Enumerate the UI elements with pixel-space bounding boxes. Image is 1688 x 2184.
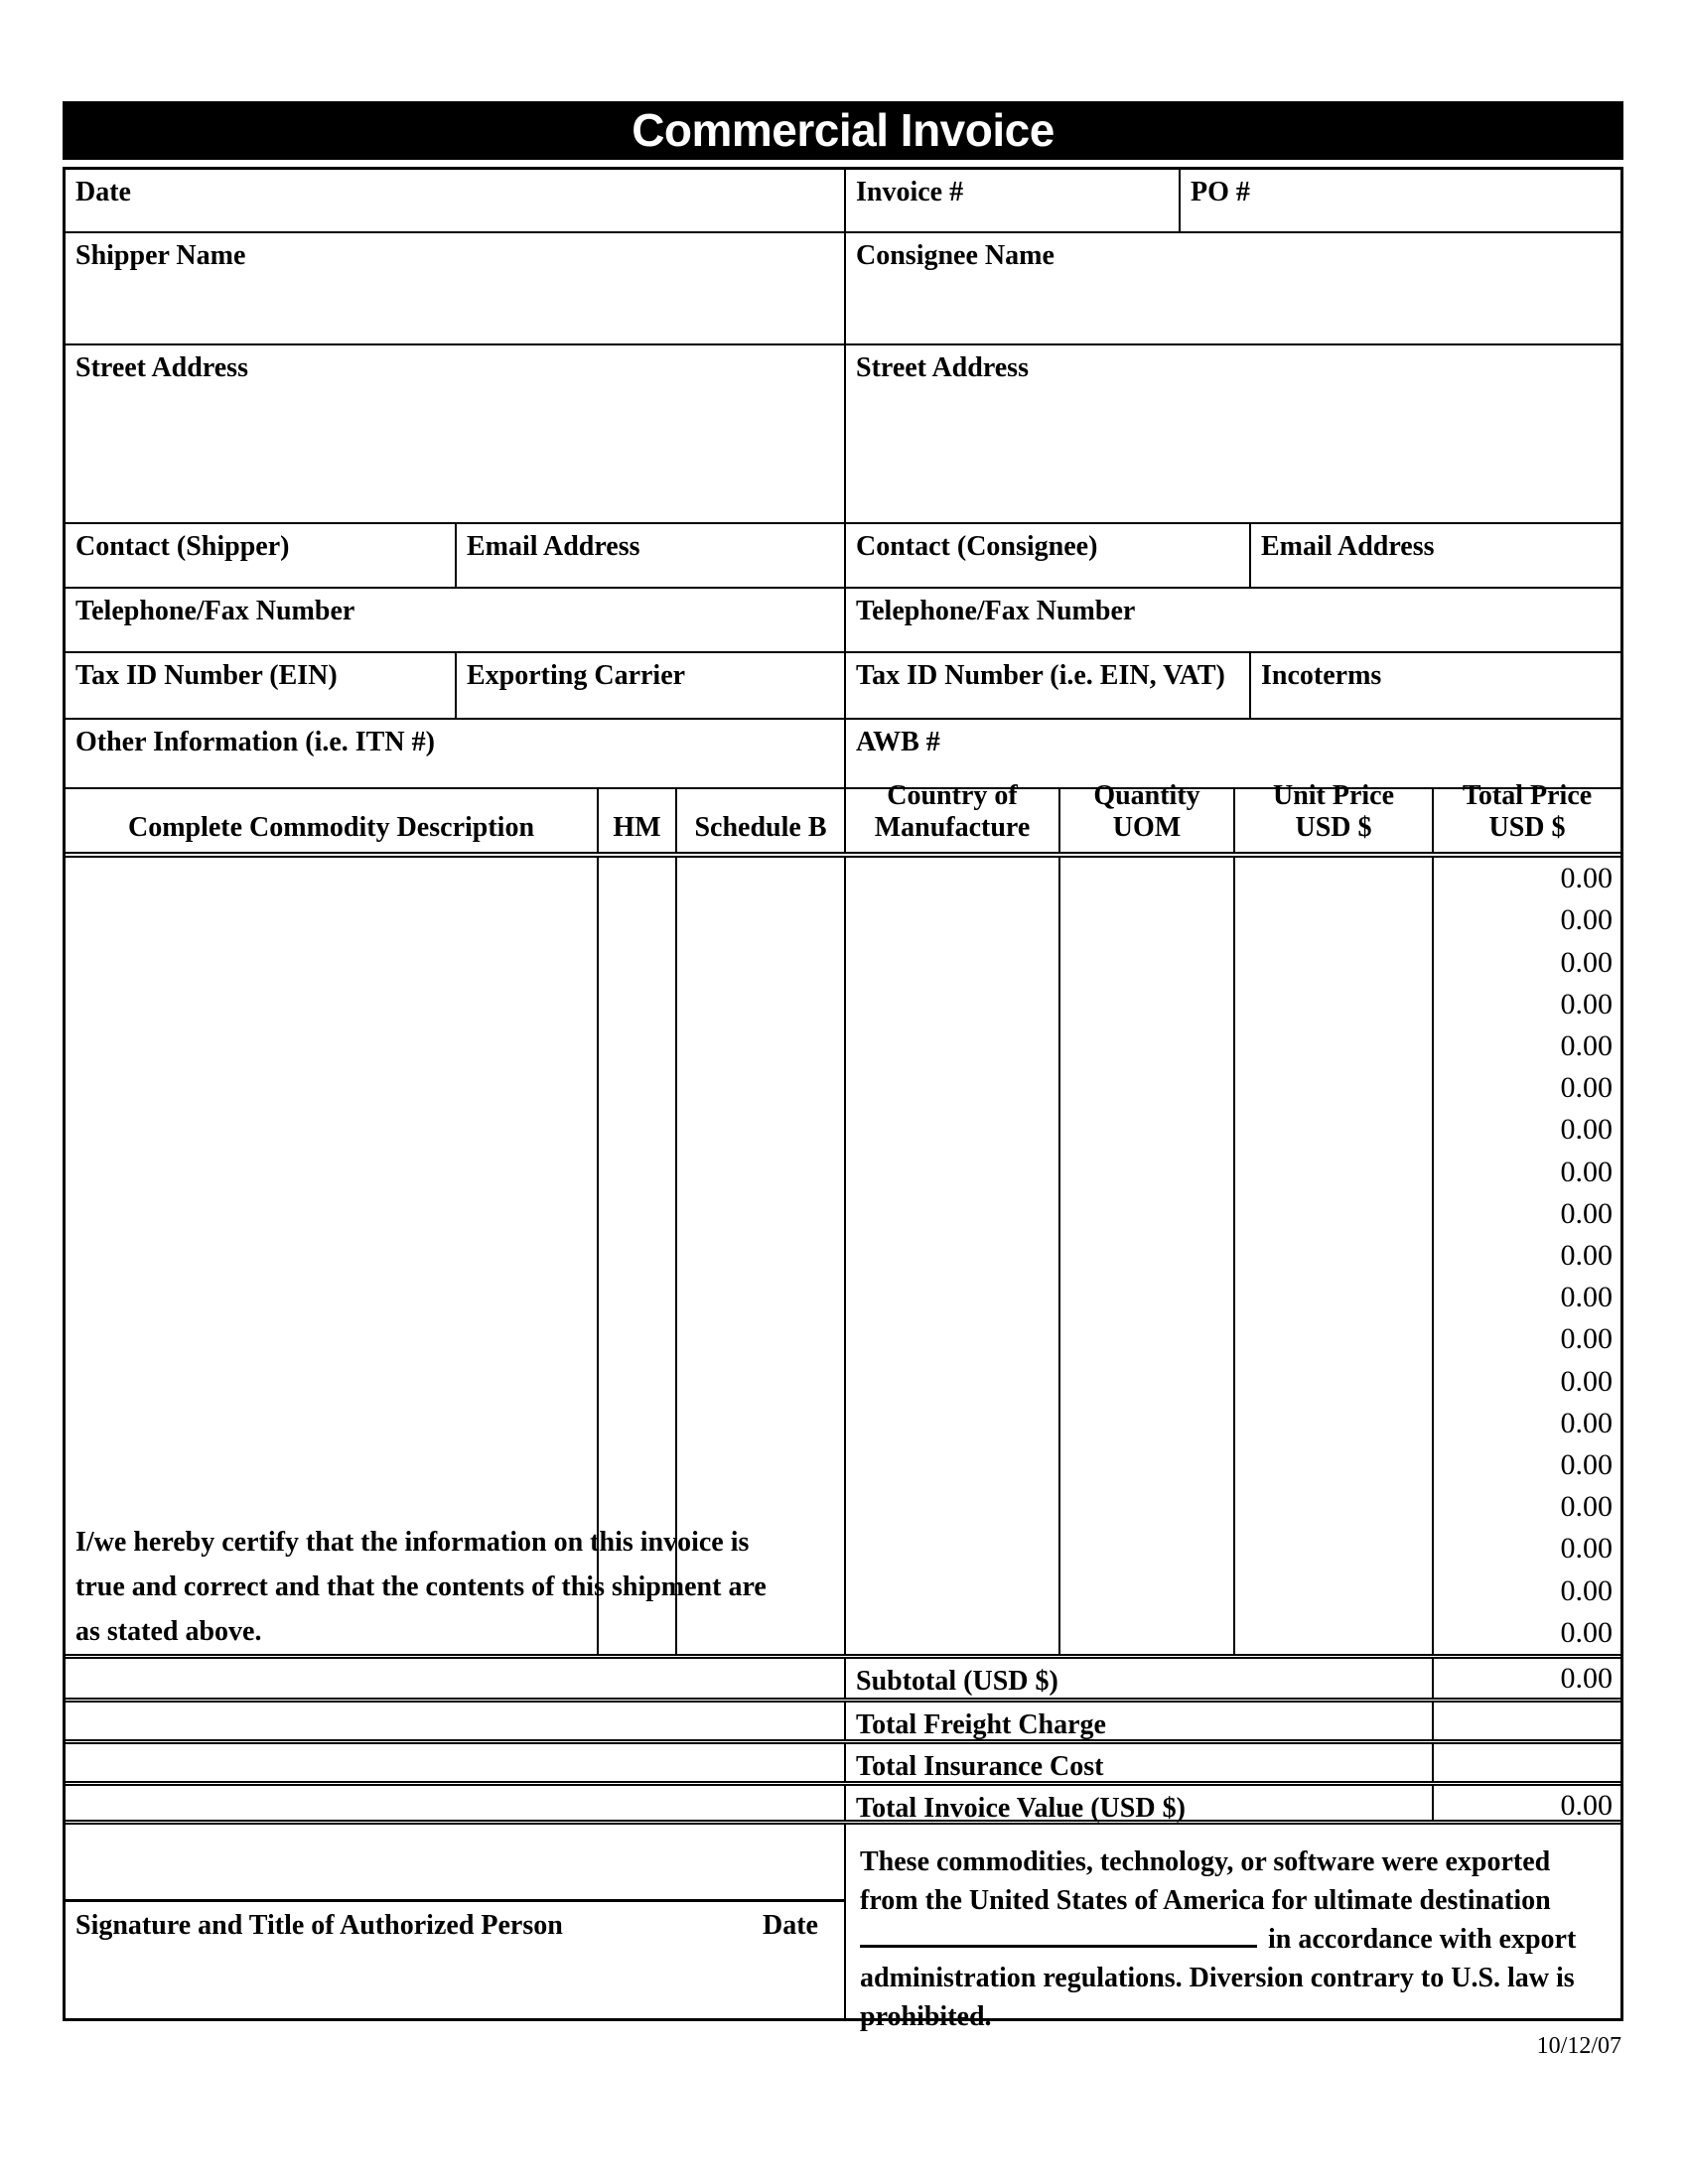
row-freight [66,1703,1620,1744]
subtotal-value: 0.00 [1432,1659,1620,1698]
certification-cell-top [66,1659,844,1698]
column-header-quantity: Quantity UOM [1058,789,1233,852]
signature-section [66,1825,844,2018]
incoterms-field: Incoterms [1249,653,1620,718]
column-header-country: Country of Manufacture [844,789,1058,852]
destination-blank-line [860,1920,1257,1948]
line-item-total: 0.00 [1560,1615,1613,1649]
line-item-total: 0.00 [1560,903,1613,937]
line-item-total: 0.00 [1560,1281,1613,1314]
po-number-field: PO # [1179,170,1620,231]
line-item-total: 0.00 [1560,1573,1613,1607]
form-grid [63,167,1623,2032]
column-header-schedule-b: Schedule B [675,789,844,852]
row-subtotal [66,1659,1620,1703]
line-item-total: 0.00 [1560,1364,1613,1398]
freight-label: Total Freight Charge [844,1703,1432,1739]
phone-consignee-field: Telephone/Fax Number [844,589,1620,651]
other-info-field: Other Information (i.e. ITN #) [75,727,435,757]
form-title: Commercial Invoice [63,101,1623,160]
export-statement-blank-row: in accordance with export [860,1920,1605,1959]
insurance-label: Total Insurance Cost [844,1744,1432,1781]
line-item-total: 0.00 [1560,987,1613,1021]
row-contacts [66,524,1620,589]
row-total-invoice-value [66,1786,1620,1825]
column-header-unit-price: Unit Price USD $ [1233,789,1432,852]
row-otherinfo-awb [66,720,1620,789]
line-item-total: 0.00 [1560,1406,1613,1439]
row-date-invoice-po [66,170,1620,233]
consignee-street-field: Street Address [844,345,1620,522]
column-header-hm: HM [597,789,675,852]
tax-id-shipper-field: Tax ID Number (EIN) [75,660,338,691]
certification-statement: I/we hereby certify that the information on this invoice is true and correct and that the contents of this shipment are as stated above. [75,1527,767,1647]
line-item-total: 0.00 [1560,1113,1613,1147]
signature-title-label: Signature and Title of Authorized Person [75,1910,563,1941]
line-item-total: 0.00 [1560,945,1613,979]
line-item-total: 0.00 [1560,862,1613,895]
revision-date: 10/12/07 [1536,2033,1621,2059]
certification-cell-mid1 [66,1703,844,1739]
line-item-total: 0.00 [1560,1028,1613,1062]
country-column [844,858,1058,1654]
line-item-total: 0.00 [1560,1447,1613,1481]
freight-value [1432,1703,1620,1739]
commodity-table-header [66,779,1620,858]
row-insurance [66,1744,1620,1786]
column-header-total-price: Total Price USD $ [1432,789,1620,852]
quantity-column [1058,858,1233,1654]
contact-shipper-field: Contact (Shipper) [75,531,290,562]
row-names [66,233,1620,345]
certification-cell-mid2 [66,1744,844,1781]
line-item-total: 0.00 [1560,1196,1613,1230]
email-consignee-field: Email Address [1249,524,1620,587]
line-item-total: 0.00 [1560,1155,1613,1188]
consignee-name-field: Consignee Name [844,233,1620,343]
line-item-total: 0.00 [1560,1238,1613,1272]
invoice-number-field: Invoice # [844,170,1179,231]
row-telephones [66,589,1620,653]
unit-price-column [1233,858,1432,1654]
signature-line [66,1825,844,1902]
exporting-carrier-field: Exporting Carrier [455,653,844,718]
signature-labels [66,1902,844,1942]
row-street-addresses [66,345,1620,524]
contact-consignee-field: Contact (Consignee) [844,524,1249,587]
line-item-total: 0.00 [1560,1490,1613,1524]
total-invoice-value: 0.00 [1432,1786,1620,1820]
certification-cell-bottom [66,1786,844,1820]
phone-shipper-field: Telephone/Fax Number [75,596,355,626]
line-item-total: 0.00 [1560,1322,1613,1356]
subtotal-label: Subtotal (USD $) [844,1659,1432,1698]
export-statement: These commodities, technology, or software were exported from the United States of America for ultimate destination in accordance with export administration regulations. Diversion contrary to U.S. law is prohibited. [844,1825,1620,2018]
date-field: Date [75,177,131,207]
shipper-name-field: Shipper Name [75,240,246,271]
insurance-value [1432,1744,1620,1781]
email-shipper-field: Email Address [455,524,844,587]
column-header-description: Complete Commodity Description [127,811,535,843]
shipper-street-field: Street Address [75,352,248,383]
line-item-total: 0.00 [1560,1071,1613,1105]
total-invoice-value-label: Total Invoice Value (USD $) [844,1786,1432,1820]
line-item-total: 0.00 [1560,1532,1613,1566]
tax-id-consignee-field: Tax ID Number (i.e. EIN, VAT) [844,653,1249,718]
awb-number-field: AWB # [844,720,1620,787]
total-price-column [1432,858,1620,1654]
signature-date-label: Date [763,1910,818,1941]
commercial-invoice-form [63,101,1623,2060]
row-signature-export [66,1825,1620,2032]
row-tax-carrier [66,653,1620,720]
